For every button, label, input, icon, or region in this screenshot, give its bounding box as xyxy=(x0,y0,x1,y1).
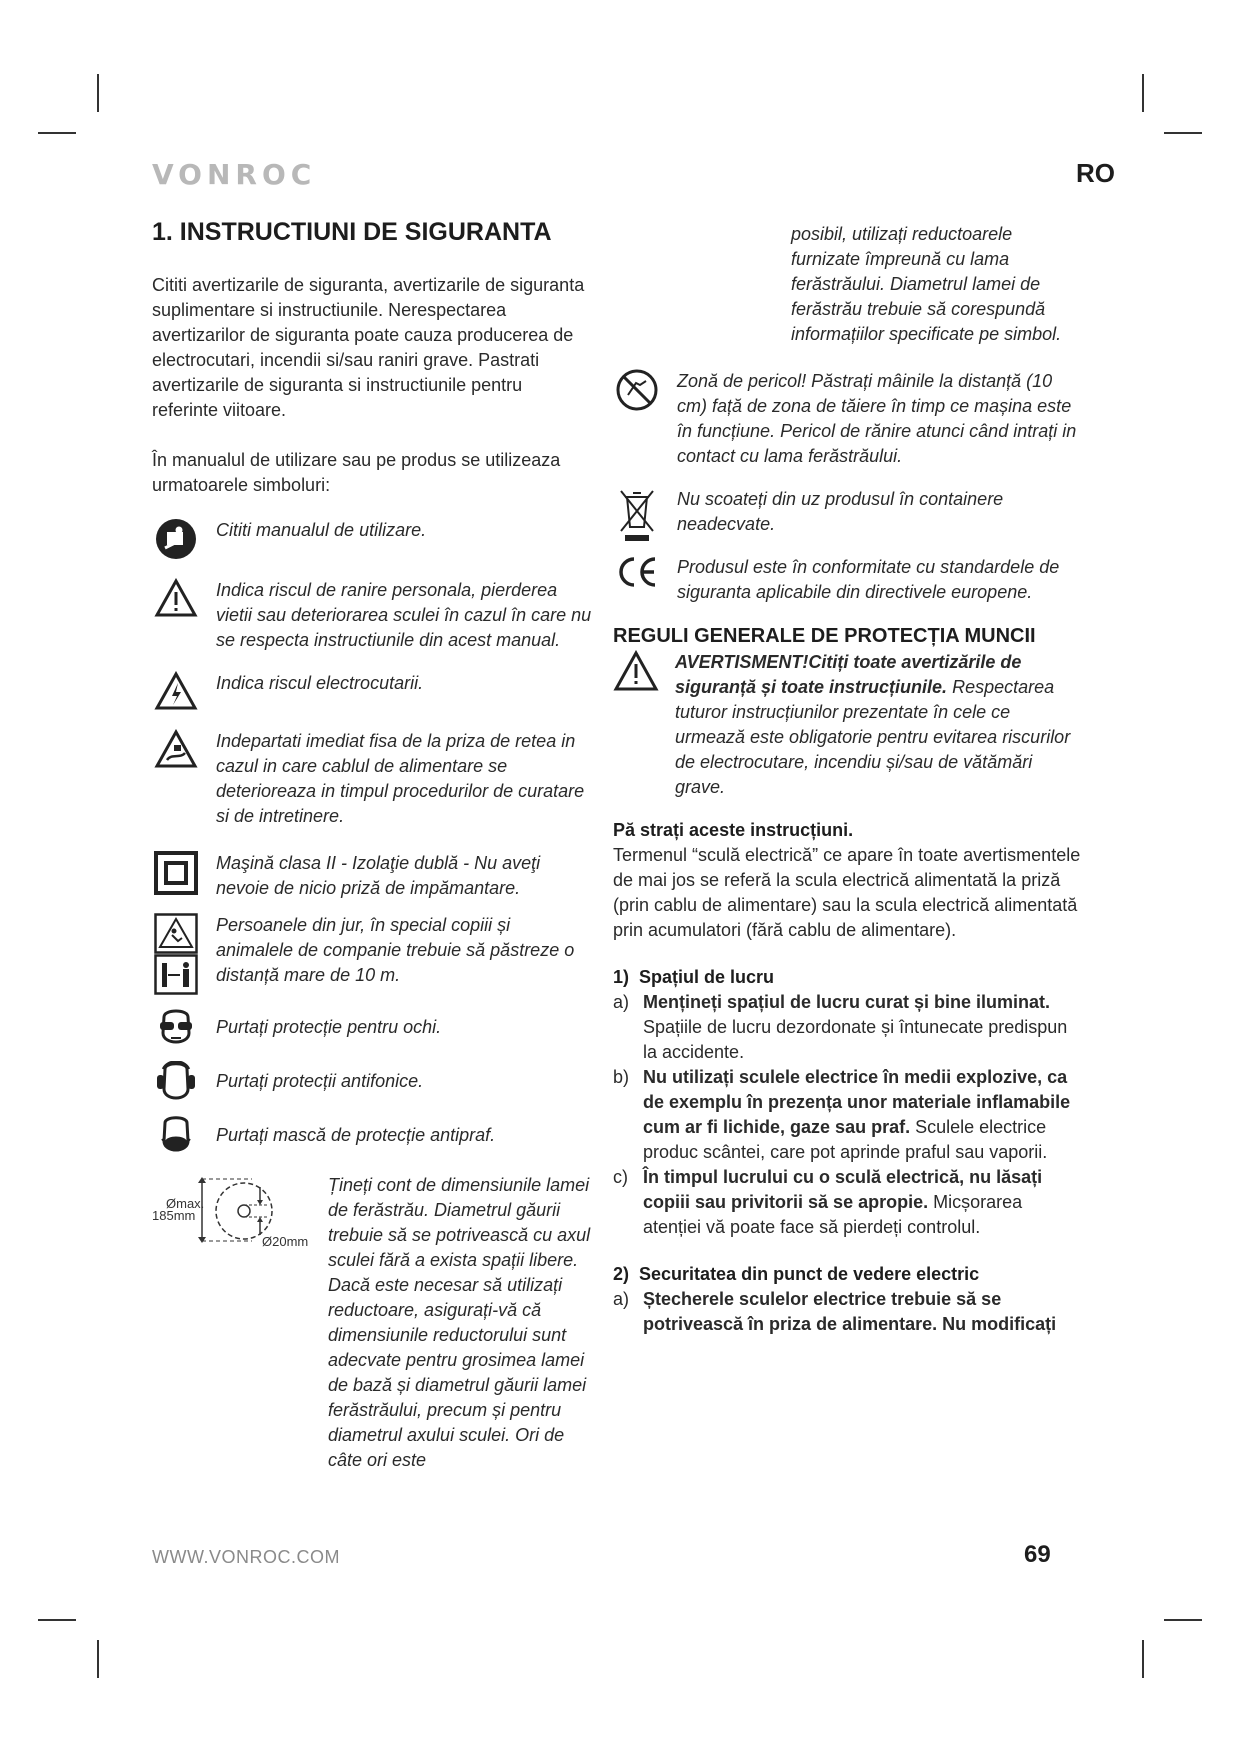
symbol-row-hands xyxy=(613,369,1083,469)
general-rules-title: REGULI GENERALE DE PROTECȚIA MUNCII xyxy=(613,625,1036,647)
warning-triangle-icon xyxy=(152,578,200,618)
section-work-area xyxy=(613,965,1083,990)
eye-protection-icon xyxy=(152,1007,200,1049)
section-title: 1. INSTRUCTIUNI DE SIGURANTA xyxy=(152,218,552,246)
blade-text: Țineți cont de dimensiunile lamei de ferăstrău. Diametrul găurii trebuie să se potrivească cu axul sculei fără a exista spații libere. Dacă este necesar să utilizați reductoare, asigurați-vă că dimensiunile reductorului sunt adecvate pentru grosimea lamei de bază și diametrul găurii lamei ferăstrăului, precum și pentru diametrul axului sculei. Ori de câte ori este xyxy=(328,1175,591,1470)
brand-logo: VONROC xyxy=(152,158,317,191)
section-number: 1) xyxy=(613,967,630,987)
list-item: b) Nu utilizați sculele electrice în medii explozive, ca de exemplu în prezența unor materiale inflamabile cum ar fi lichide, gaze sau praf. Sculele electrice produc scântei, care pot aprinde praful sau vaporii. xyxy=(613,1067,1071,1162)
warning-text xyxy=(675,650,1083,800)
language-code: RO xyxy=(1076,158,1115,188)
crop-mark xyxy=(1164,132,1202,134)
section-title: Securitatea din punct de vedere electric xyxy=(639,1264,980,1284)
right-column xyxy=(613,222,1083,1337)
double-insulation-icon xyxy=(152,851,200,895)
keep-distance-icon xyxy=(152,913,200,995)
symbols-intro: În manualul de utilizare sau pe produs se utilizeaza urmatoarele simboluri: xyxy=(152,450,561,495)
section-number: 2) xyxy=(613,1264,630,1284)
symbol-text: Cititi manualul de utilizare. xyxy=(216,520,427,540)
crop-mark xyxy=(38,132,76,134)
symbol-row-manual xyxy=(152,518,592,560)
blade-max-label: Ømax. xyxy=(166,1196,205,1211)
symbol-text: Purtați protecție pentru ochi. xyxy=(216,1017,442,1037)
hand-danger-zone-icon xyxy=(613,369,661,411)
section-title: Spațiul de lucru xyxy=(639,967,775,987)
symbol-text: Persoanele din jur, în special copiii și animalele de companie trebuie să păstreze o distanță mare de 10 m. xyxy=(216,915,575,985)
crop-mark xyxy=(1142,74,1144,112)
crop-mark xyxy=(1164,1619,1202,1621)
electric-shock-icon xyxy=(152,671,200,711)
blade-max-value: 185mm xyxy=(152,1208,196,1223)
ce-mark-icon xyxy=(613,555,661,589)
left-column xyxy=(152,218,592,1473)
warning-triangle-icon xyxy=(613,650,663,800)
symbol-row-class2 xyxy=(152,851,592,901)
symbol-text: Zonă de pericol! Păstrați mâinile la distanță (10 cm) față de zona de tăiere în timp ce mașina este în funcțiune. Pericol de rănire atunci când intrați in contact cu lama ferăstrăului. xyxy=(677,371,1077,466)
symbol-row-disposal xyxy=(613,487,1083,543)
symbol-row-unplug xyxy=(152,729,592,829)
blade-dimensions-block xyxy=(152,1173,592,1473)
symbol-text: Maşină clasa II - Izolaţie dublă - Nu aveţi nevoie de nicio priză de impămantare. xyxy=(216,853,541,898)
weee-bin-icon xyxy=(613,487,661,543)
symbol-text: Indepartati imediat fisa de la priza de retea in cazul in care cablul de alimentare se deterioreaza in timpul procedurilor de curatare si de intretinere. xyxy=(216,731,585,826)
crop-mark xyxy=(97,1640,99,1678)
crop-mark xyxy=(1142,1640,1144,1678)
symbol-text: Purtați protecții antifonice. xyxy=(216,1071,424,1091)
symbol-row-ears xyxy=(152,1061,592,1103)
symbol-row-ce xyxy=(613,555,1083,605)
symbol-row-mask xyxy=(152,1115,592,1159)
list-item: c) În timpul lucrului cu o sculă electrică, nu lăsați copiii sau privitorii să se apropie. Micșorarea atenției vă poate face să pierdeți controlul. xyxy=(613,1167,1043,1237)
symbol-row-bystanders xyxy=(152,913,592,995)
symbol-text: Produsul este în conformitate cu standardele de siguranta aplicabile din directivele europene. xyxy=(677,557,1060,602)
blade-bore-label: Ø20mm xyxy=(262,1234,309,1249)
ear-protection-icon xyxy=(152,1061,200,1103)
general-warning xyxy=(613,650,1083,800)
warning-bold: AVERTISMENT!Citiți toate avertizările de siguranță și toate instrucțiunile. xyxy=(675,652,1022,697)
crop-mark xyxy=(38,1619,76,1621)
dust-mask-icon xyxy=(152,1115,200,1159)
footer-url: WWW.VONROC.COM xyxy=(152,1547,340,1567)
section-electrical-safety xyxy=(613,1262,1083,1287)
unplug-icon xyxy=(152,729,200,769)
list-item: a) Mențineți spațiul de lucru curat și bine iluminat. Spațiile de lucru dezordonate și întunecate predispun la accidente. xyxy=(613,992,1068,1062)
warning-rest: Respectarea tuturor instrucțiunilor prezentate în cele ce urmează este obligatorie pentru evitarea riscurilor de electrocutare, incendiu și/sau de vătămări grave. xyxy=(675,677,1071,797)
term-definition: Termenul “sculă electrică” ce apare în toate avertismentele de mai jos se referă la scula electrică alimentată la priză (prin cablu de alimentare) sau la scula electrică alimentată prin acumulatori (fără cablu de alimentare). xyxy=(613,845,1081,940)
symbol-text: Purtați mască de protecție antipraf. xyxy=(216,1125,496,1145)
blade-dimension-figure xyxy=(152,1173,328,1253)
symbol-text: Nu scoateți din uz produsul în containere neadecvate. xyxy=(677,489,1004,534)
symbol-text: Indica riscul electrocutarii. xyxy=(216,673,424,693)
intro-paragraph: Cititi avertizarile de siguranta, avertizarile de siguranta suplimentare si instructiunile. Nerespectarea avertizarilor de siguranta poate cauza producerea de electrocutari, incendii si/sau raniri grave. Pastrati avertizarile de siguranta si instructiunile pentru referinte viitoare. xyxy=(152,275,585,420)
list-item: a) Ștecherele sculelor electrice trebuie să se potrivească în priza de alimentare. Nu modificați xyxy=(613,1289,1057,1334)
symbol-text: Indica riscul de ranire personala, pierderea vietii sau deteriorarea sculei în cazul în care nu se respecta instructiunile din acest manual. xyxy=(216,580,592,650)
symbol-row-eyes xyxy=(152,1007,592,1049)
read-manual-icon xyxy=(152,518,200,560)
blade-text-continued: posibil, utilizați reductoarele furnizate împreună cu lama ferăstrăului. Diametrul lamei de ferăstrău trebuie să corespundă informațiilor specificate pe simbol. xyxy=(791,224,1062,344)
crop-mark xyxy=(97,74,99,112)
keep-instructions: Pă strați aceste instrucțiuni. xyxy=(613,820,854,840)
page-number: 69 xyxy=(1024,1541,1051,1568)
symbol-row-electric xyxy=(152,671,592,711)
symbol-row-danger xyxy=(152,578,592,653)
